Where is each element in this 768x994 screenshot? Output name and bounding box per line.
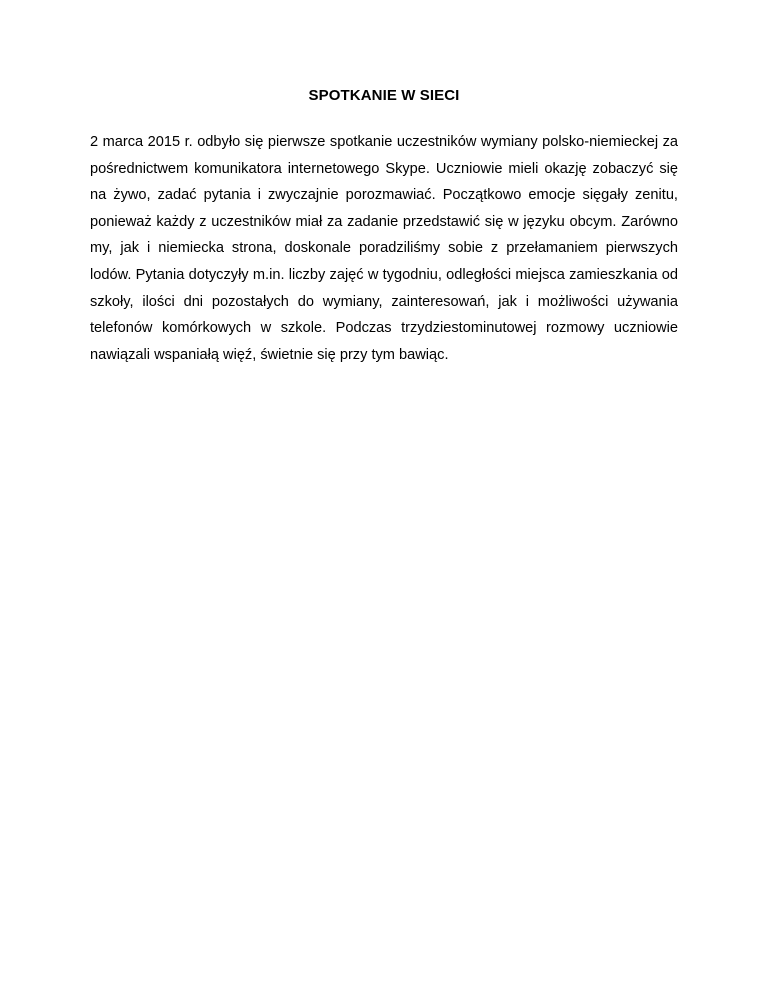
document-title: SPOTKANIE W SIECI [308, 87, 460, 104]
document-paragraph: 2 marca 2015 r. odbyło się pierwsze spotkanie uczestników wymiany polsko-niemieckej za pośrednictwem komunikatora internetowego Skype. Uczniowie mieli okazję zobaczyć się na żywo, zadać pytania i zwyczajnie porozmawiać. Początkowo emocje sięgały zenitu, ponieważ każdy z uczestników miał za zadanie przedstawić się w języku obcym. Zarówno my, jak i niemiecka strona, doskonale poradziliśmy sobie z przełamaniem pierwszych lodów. Pytania dotyczyły m.in. liczby zajęć w tygodniu, odległości miejsca zamieszkania od szkoły, ilości dni pozostałych do wymiany, zainteresowań, jak i możliwości używania telefonów komórkowych w szkole. Podczas trzydziestominutowej rozmowy uczniowie nawiązali wspaniałą więź, świetnie się przy tym bawiąc. [90, 134, 678, 363]
